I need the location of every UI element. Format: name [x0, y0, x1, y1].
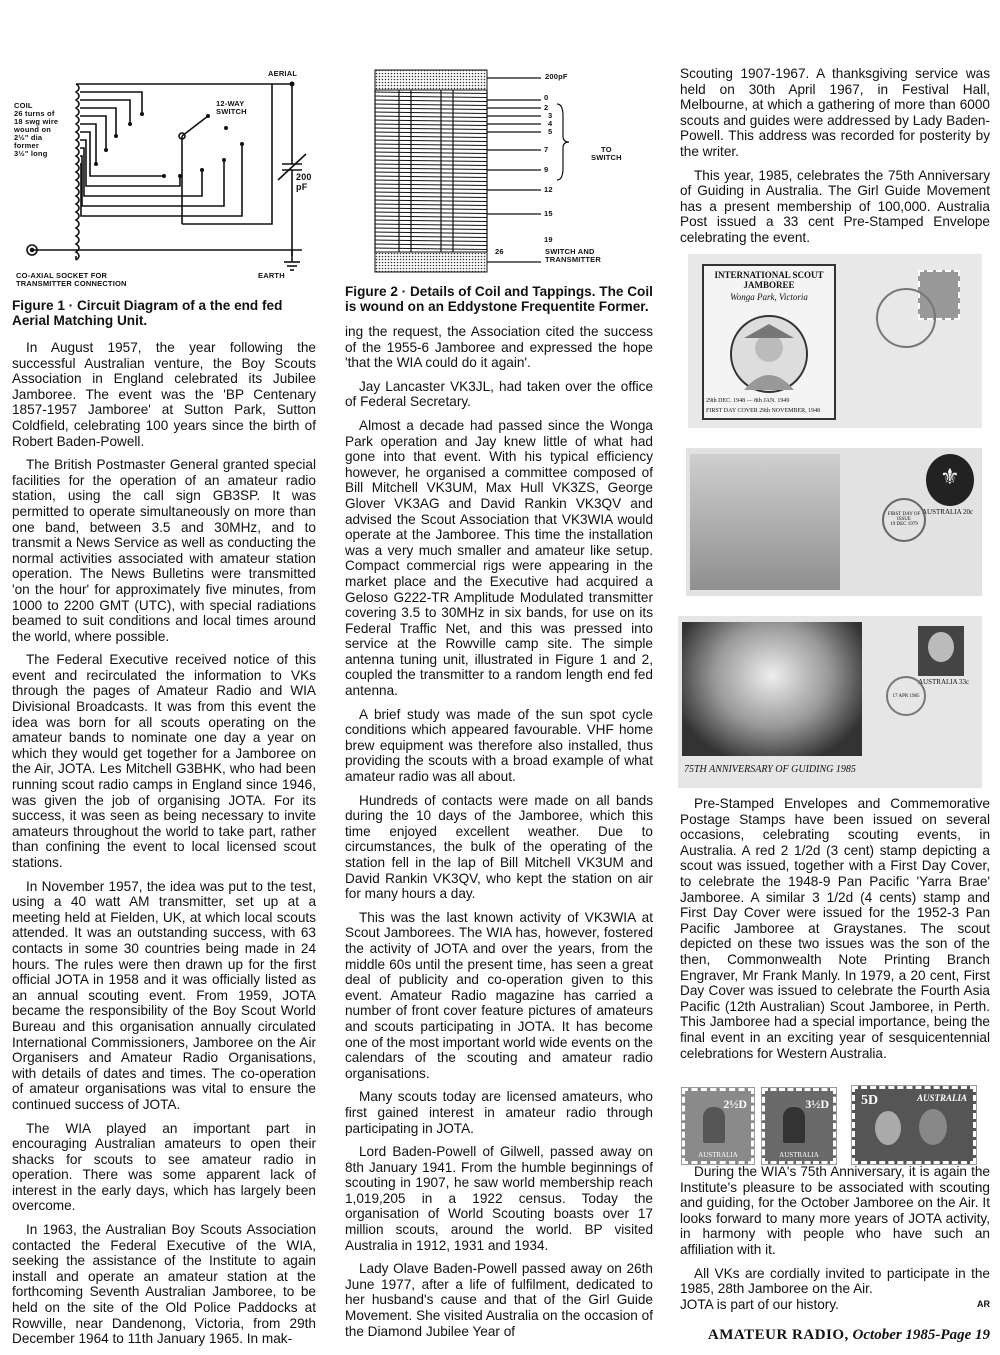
col2-para-9: Lady Olave Baden-Powell passed away on 26th June 1977, after a life of fulfilment, dedicated to her husband's cause and that of the Girl Guide Movement. She visited Australia on the occasion of the Diamond Jubilee Year of: [345, 1261, 653, 1339]
tap-5: 5: [548, 127, 553, 136]
col2-para-3: Almost a decade had passed since the Wonga Park operation and Jay knew little of what had gone into that event. With his typical efficiency however, he organised a committee composed of Bill Mitchell VK3UM, Max Hull VK3ZS, George Glover VK3AG and David Rankin VK3QV and advised the Scout Association that VK3WIA would operate at the Jamboree. This time the installation was a very much smaller and amateur like setup. Compact commercial rigs were appearing in the market place and the Executive had acquired a Geloso G222-TR Amplitude Modulated transmitter covering 3.5 to 30MHz in six bands, for use on its Federal Traffic Net, and this was pressed into service at the Rowville camp site. The simple antenna tuning unit, illustrated in Figure 1 and 2, coupled the transmitter to a random length end fed antenna.: [345, 417, 653, 699]
tap-9: 9: [544, 165, 549, 174]
figure-1-caption: Figure 1 · Circuit Diagram of a the end fed Aerial Matching Unit.: [12, 298, 283, 328]
cover2-postmark: FIRST DAY OF ISSUE 19 DEC 1979: [882, 498, 926, 542]
cover2-illustration: [690, 454, 840, 590]
tap-19: 19: [544, 235, 553, 244]
cover1-dates: 29th DEC. 1948 — 8th JAN. 1949: [706, 398, 790, 404]
fleur-de-lis-icon: ⚜: [940, 464, 960, 489]
issue-page: October 1985-Page 19: [852, 1327, 990, 1343]
guide-portrait-icon: [928, 632, 954, 662]
col2-para-1: ing the request, the Association cited the success of the 1955-6 Jamboree and expressed the hope 'that the WIA could do it again'.: [345, 324, 653, 371]
col1-para-1: In August 1957, the year following the successful Australian venture, the Boy Scouts Association in England celebrated its Jubilee Jamboree. The event was the 'BP Centenary 1857-1957 Jamboree' at Sutton Park, Sutton Coldfield, celebrating 100 years since the birth of Robert Baden-Powell.: [12, 340, 316, 449]
tap-7: 7: [544, 145, 549, 154]
socket-label: CO-AXIAL SOCKET FOR TRANSMITTER CONNECTION: [16, 271, 127, 288]
stamp1-country: AUSTRALIA: [698, 1151, 738, 1159]
aerial-label: AERIAL: [268, 69, 298, 78]
earth-label: EARTH: [258, 271, 285, 280]
col1-para-3: The Federal Executive received notice of this event and recirculated the information to VKs through the pages of Amateur Radio and WIA Divisional Broadcasts. It was from this event the idea was born for all scouts operating on the amateur bands to nominate one day a year on which they would get together for a Jamboree on the Air, JOTA. Les Mitchell G3BHK, who had been running scout radio camps in England since 1946, was given the job of organising JOTA. For its success, it was seen as being necessary to invite amateurs throughout the world to take part, rather than confining the event to local licensed scout stations.: [12, 652, 316, 870]
column-1: [12, 64, 316, 1355]
tap-4: 4: [548, 119, 553, 128]
stamp2-country: AUSTRALIA: [779, 1151, 819, 1159]
tap-26: 26: [495, 247, 504, 256]
cover1-fdc: FIRST DAY COVER 29th NOVEMBER, 1948: [706, 408, 821, 414]
to-switch-label: TO SWITCH: [591, 145, 622, 162]
coil-label: COIL 26 turns of 18 swg wire wound on 2½" dia former 3½" long: [14, 101, 59, 158]
page-footer: [708, 1327, 990, 1344]
capacitor-label: 200 pF: [296, 172, 312, 192]
cover1-postmark: [876, 288, 936, 348]
cover2-value: AUSTRALIA 20c: [922, 508, 974, 516]
first-day-cover-1979: [686, 448, 982, 596]
first-day-cover-1948: [688, 254, 982, 428]
guide-portrait-icon: [875, 1111, 901, 1145]
col1-para-4: In November 1957, the idea was put to the test, using a 40 watt AM transmitter, set up at a meeting held at Fielden, UK, at which local scouts attended. It was an outstanding success, with 63 contacts in some 30 countries being made in 24 hours. The rules were then drawn up for the first official JOTA in 1958 and it was officially listed as an annual scouting event. From 1959, JOTA became the responsibility of the Boy Scout World Bureau and this organisation annually circulated International Commissioners, Jamboree on the Air Organisers and Amateur Radio Organisations, with details of dates and times. The co-operation of amateur organisations was vital to ensure the continued success of JOTA.: [12, 878, 316, 1112]
cover3-postmark: 17 APR 1985: [886, 676, 926, 716]
col1-para-5: The WIA played an important part in encouraging Australian amateurs to open their shacks for scouts to see amateur radio in operation. There was some apparent lack of interest in the early days, which has largely been overcome.: [12, 1120, 316, 1214]
tap-15: 15: [544, 209, 553, 218]
col3-para-1: Scouting 1907-1967. A thanksgiving service was held on 30th April 1967, in Festival Hall, Melbourne, at which a gathering of more than 6000 scouts and guides were addressed by Lady Baden-Powell. This address was recorded for posterity by the writer.: [680, 66, 990, 159]
col2-para-5: Hundreds of contacts were made on all bands during the 10 days of the Jamboree, which this time enjoyed excellent weather. Due to circumstances, the bulk of the operating of the station fell in the lap of Bill Mitchell VK3UM and David Rankin VK3QV, who kept the station on air for many hours a day.: [345, 792, 653, 902]
cover3-illustration: [682, 622, 862, 756]
column-2: [345, 66, 653, 1347]
figure-2-caption: Figure 2 · Details of Coil and Tappings. The Coil is wound on an Eddystone Frequentite Former.: [345, 284, 653, 314]
cover1-place: Wonga Park, Victoria: [730, 292, 808, 302]
col2-para-2: Jay Lancaster VK3JL, had taken over the office of Federal Secretary.: [345, 378, 653, 410]
col3-para-6: [680, 1297, 990, 1313]
end-mark: AR: [977, 1298, 990, 1309]
cover3-stamp: [918, 626, 964, 676]
cover3-value: AUSTRALIA 33c: [918, 678, 970, 686]
cover2-stamp: [926, 454, 974, 506]
cover1-illustration: [702, 264, 836, 420]
col2-para-6: This was the last known activity of VK3WIA at Scout Jamborees. The WIA has, however, fostered the activity of JOTA and over the years, from the middle 60s until the present time, has seen a great deal of publicity and co-operation given to this event. Amateur Radio magazine has carried a number of front cover feature pictures of amateurs and scouts participating in JOTA. It has become one of the most important world wide events on the calendars of the scouting and amateur radio organisations.: [345, 909, 653, 1081]
cover1-title: INTERNATIONAL SCOUT JAMBOREE: [714, 270, 824, 290]
col1-para-2: The British Postmaster General granted special facilities for the operation of an amateur radio station, using the call sign GB3SP. It was permitted to operate simultaneously on more than one band, between 3.5 and 30MHz, and to transmit a News Service as well as conducting the normal activities associated with amateur station operation. The News Bulletins were transmitted 'on the hour' for approximately five minutes, from 1000 to 2200 GMT (UTC), with special radiations beamed to suit conditions and local times around the world, where possible.: [12, 457, 316, 644]
figure-2-coil-details: [345, 66, 653, 278]
prestamped-envelope-1985: [678, 616, 982, 788]
cover3-caption: 75TH ANNIVERSARY OF GUIDING 1985: [684, 764, 856, 775]
figure-1-circuit-diagram: [12, 64, 316, 290]
stamp-3-5d: [762, 1088, 836, 1164]
tap-12: 12: [544, 185, 553, 194]
stamp-5d: [852, 1086, 976, 1164]
col3-para-2: This year, 1985, celebrates the 75th Anniversary of Guiding in Australia. The Girl Guide Movement has a present membership of 100,000. Australia Post issued a 33 cent Pre-Stamped Envelope celebrating the event.: [680, 167, 990, 245]
col3-para-3: Pre-Stamped Envelopes and Commemorative Postage Stamps have been issued on several occasions, celebrating scouting events, in Australia. A red 2 1/2d (3 cent) stamp depicting a scout was issued, together with a First Day Cover, to celebrate the 1948-9 Pan Pacific 'Yarra Brae' Jamboree. A similar 3 1/2d (4 cents) stamp and First Day Cover were issued for the 1952-3 Pan Pacific Jamboree at Graystanes. The scout depicted on these two issues was the son of the then, Commonwealth Note Printing Branch Engraver, Mr Frank Manly. In 1979, a 20 cent, First Day Cover was issued to celebrate the Fourth Asia Pacific (12th Australian) Scout Jamboree, in Perth. This Jamboree had a special importance, being the final event in an exciting year of sesquicentennial celebrations for Western Australia.: [680, 796, 990, 1061]
tap-3: 3: [548, 111, 553, 120]
tap-2: 2: [544, 103, 549, 112]
col3-para-4: During the WIA's 75th Anniversary, it is again the Institute's pleasure to be associated with scouting and guiding, for the October Jamboree on the Air. It looks forward to many more years of JOTA activity, in harmony with people who have such an affiliation with it.: [680, 1164, 990, 1257]
stamp3-country: AUSTRALIA: [916, 1093, 967, 1103]
col1-para-6: In 1963, the Australian Boy Scouts Association contacted the Federal Executive of the WIA, seeking the assistance of the Institute to again install and operate an amateur station at the forthcoming Seventh Australian Jamboree, to be held on the site of the Old Police Paddocks at Rowville, near Dandenong, Victoria, from 29th December 1964 to 11th January 1965. In mak-: [12, 1222, 316, 1347]
column-3-bottom: [680, 1164, 990, 1320]
baden-powell-portrait-icon: [919, 1109, 947, 1145]
tap-0: 0: [544, 93, 549, 102]
scout-figure-icon: [783, 1107, 805, 1143]
closing-line: JOTA is part of our history.: [680, 1296, 839, 1312]
scout-figure-icon: [703, 1107, 725, 1143]
switch-label: 12-WAY SWITCH: [216, 99, 247, 116]
circuit-diagram: [12, 64, 316, 290]
col3-para-5: All VKs are cordially invited to participate in the 1985, 28th Jamboree on the Air.: [680, 1265, 990, 1297]
stamp2-value: 3½D: [805, 1097, 829, 1111]
stamp3-value: 5D: [861, 1093, 879, 1108]
col2-para-8: Lord Baden-Powell of Gilwell, passed away on 8th January 1941. From the humble beginnings of scouting in 1907, he saw world membership reach 1,019,205 in a 1922 census. Today the organisation of World Scouting boasts over 17 million scouts, around the world. BP visited Australia in 1912, 1931 and 1934.: [345, 1144, 653, 1253]
column-3-middle: [680, 796, 990, 1069]
scout-portrait-icon: [704, 304, 834, 404]
stamp1-value: 2½D: [723, 1097, 747, 1111]
magazine-name: AMATEUR RADIO,: [707, 1327, 849, 1343]
top-tap-label: 200pF: [545, 72, 568, 81]
column-3-top: [680, 66, 990, 254]
col2-para-4: A brief study was made of the sun spot cycle conditions which appeared favourable. VHF home brew equipment was therefore also installed, thus providing the scouts with a broad example of what amateur radio was all about.: [345, 706, 653, 785]
bottom-label: SWITCH AND TRANSMITTER: [545, 247, 601, 264]
stamp-2-5d: [682, 1088, 754, 1164]
col2-para-7: Many scouts today are licensed amateurs, who first gained interest in amateur radio through participating in JOTA.: [345, 1089, 653, 1136]
